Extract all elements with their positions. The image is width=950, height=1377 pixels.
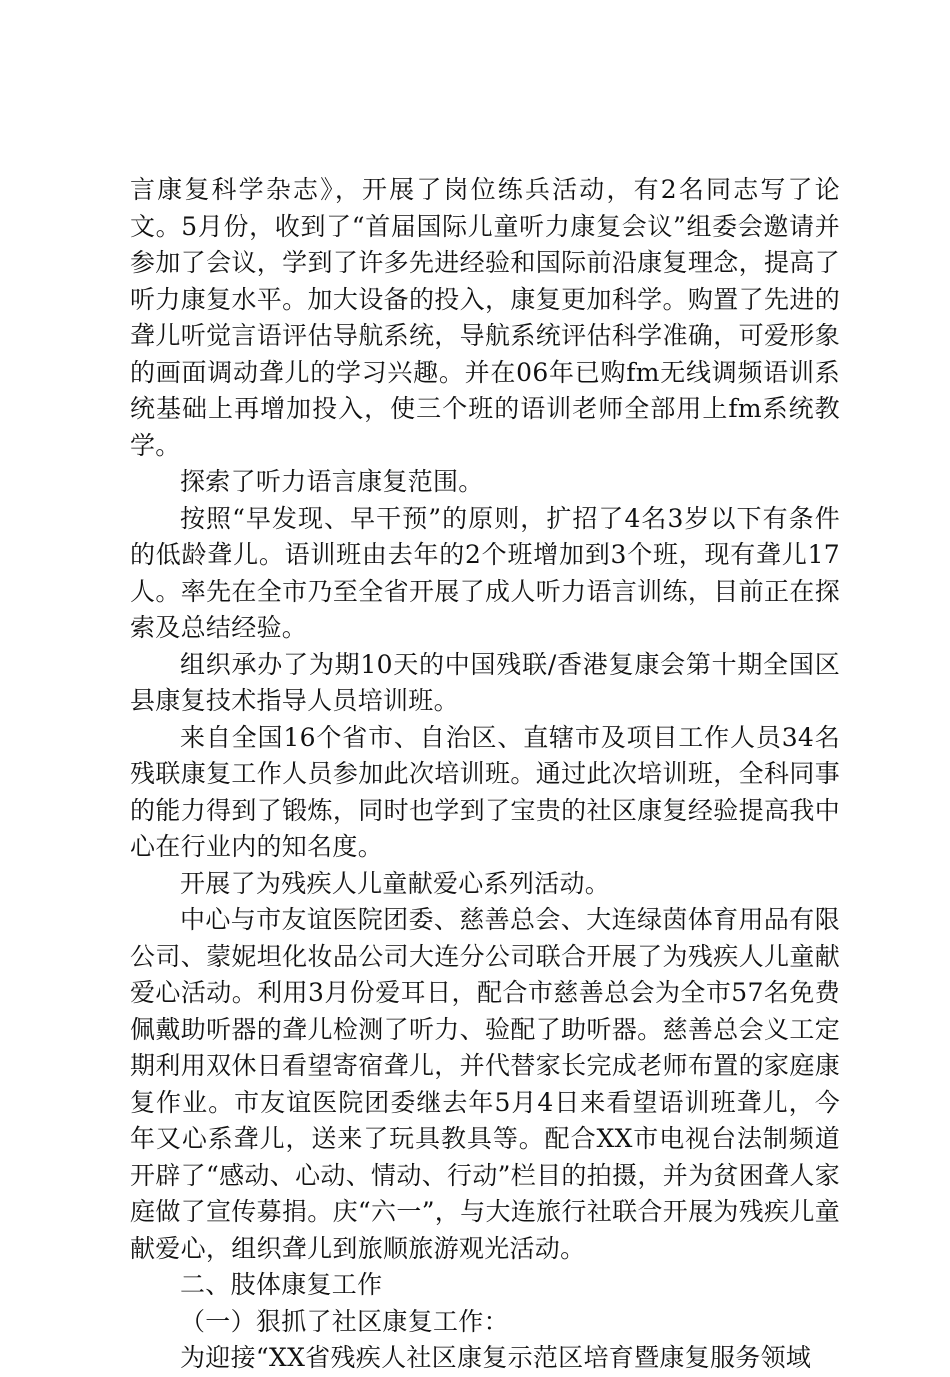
paragraph-heading-charity: 开展了为残疾人儿童献爱心系列活动。 bbox=[180, 868, 611, 898]
paragraph-early-intervention: 按照“早发现、早干预”的原则，扩招了4名3岁以下有条件的低龄聋儿。语训班由去年的2个班增加到3个班，现有聋儿17人。率先在全市乃至全省开展了成人听力语言训练，目前正在探索及总结经验。 bbox=[130, 503, 840, 642]
paragraph-continuation: 言康复科学杂志》，开展了岗位练兵活动，有2名同志写了论文。5月份，收到了“首届国际儿童听力康复会议”组委会邀请并参加了会议，学到了许多先进经验和国际前沿康复理念，提高了听力康复水平。加大设备的投入，康复更加科学。购置了先进的聋儿听觉言语评估导航系统，导航系统评估科学准确，可爱形象的画面调动聋儿的学习兴趣。并在06年已购fm无线调频语训系统基础上再增加投入，使三个班的语训老师全部用上fm系统教学。 bbox=[130, 175, 840, 460]
paragraph-training-participants: 来自全国16个省市、自治区、直辖市及项目工作人员34名残联康复工作人员参加此次培训班。通过此次培训班，全科同事的能力得到了锻炼，同时也学到了宝贵的社区康复经验提高我中心在行业内的知名度。 bbox=[130, 722, 840, 861]
document-body bbox=[130, 172, 840, 1377]
section-heading-limb-rehab: 二、肢体康复工作 bbox=[180, 1270, 383, 1299]
subsection-heading-community-rehab: （一）狠抓了社区康复工作： bbox=[180, 1306, 509, 1336]
paragraph-heading-training-course: 组织承办了为期10天的中国残联/香港复康会第十期全国区县康复技术指导人员培训班。 bbox=[130, 649, 840, 715]
paragraph-demo-zone: 为迎接“XX省残疾人社区康复示范区培育暨康复服务领域 bbox=[180, 1343, 812, 1372]
paragraph-heading-explore-scope: 探索了听力语言康复范围。 bbox=[180, 467, 484, 496]
paragraph-charity-activities: 中心与市友谊医院团委、慈善总会、大连绿茵体育用品有限公司、蒙妮坦化妆品公司大连分公司联合开展了为残疾人儿童献爱心活动。利用3月份爱耳日，配合市慈善总会为全市57名免费佩戴助听器的聋儿检测了听力、验配了助听器。慈善总会义工定期利用双休日看望寄宿聋儿，并代替家长完成老师布置的家庭康复作业。市友谊医院团委继去年5月4日来看望语训班聋儿，今年又心系聋儿，送来了玩具教具等。配合XX市电视台法制频道开辟了“感动、心动、情动、行动”栏目的拍摄，并为贫困聋人家庭做了宣传募捐。庆“六一”，与大连旅行社联合开展为残疾儿童献爱心，组织聋儿到旅顺旅游观光活动。 bbox=[130, 905, 840, 1263]
